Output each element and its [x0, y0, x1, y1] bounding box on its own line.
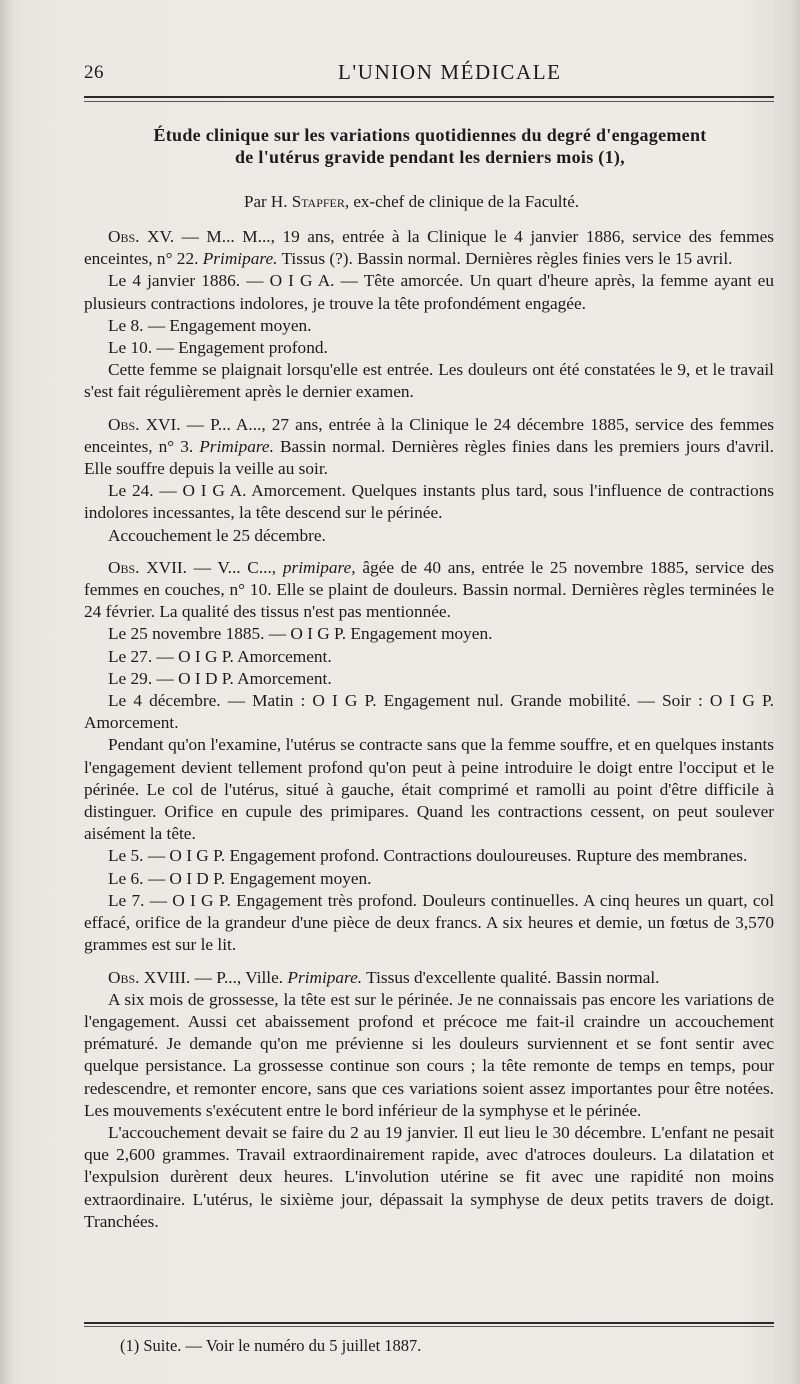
header-rule-thin [84, 101, 774, 102]
footnote-rule-thin [84, 1326, 774, 1327]
paragraph-text-rest: Tissus d'excellente qualité. Bassin normal. [362, 967, 660, 987]
running-title: L'UNION MÉDICALE [338, 60, 562, 84]
paragraph [84, 480, 774, 524]
header-rule [84, 96, 774, 98]
article-title-line-2: de l'utérus gravide pendant les derniers mois (1), [235, 147, 625, 167]
byline-author: Stapfer [291, 192, 345, 211]
article-title-line-1: Étude clinique sur les variations quotidiennes du degré d'engagement [153, 125, 707, 145]
paragraph [84, 646, 774, 668]
paragraph [84, 525, 774, 547]
paragraph-text-rest: âgée de 40 ans, entrée le 25 novembre 1885, service des femmes en couches, n° 10. Elle se plaint de douleurs. Bassin normal. Dernières règles terminées le 24 février. La qualité des tissus n'est pas mentionnée. [84, 557, 774, 622]
footnote: (1) Suite. — Voir le numéro du 5 juillet 1887. [120, 1336, 422, 1355]
paragraph-text: Le 29. — O I D P. Amorcement. [108, 668, 332, 688]
observation-label: Obs. XVI. [108, 414, 181, 434]
paragraph-text: Le 6. — O I D P. Engagement moyen. [108, 868, 372, 888]
italic-term: primipare, [282, 557, 356, 577]
article-body [84, 226, 774, 1233]
observation-label: Obs. XVIII. [108, 967, 191, 987]
footnote-rule [84, 1322, 774, 1324]
paragraph-text: Le 24. — O I G A. Amorcement. Quelques instants plus tard, sous l'influence de contractions indolores incessantes, la tête descend sur le périnée. [84, 481, 774, 523]
paragraph-text-rest: Tissus (?). Bassin normal. Dernières règles finies vers le 15 avril. [277, 249, 733, 269]
paragraph-text-rest: Bassin normal. Dernières règles finies dans les premiers jours d'avril. Elle souffre depuis la veille au soir. [84, 436, 774, 479]
observation-label: Obs. XV. [108, 227, 175, 246]
paragraph-text: A six mois de grossesse, la tête est sur le périnée. Je ne connaissais pas encore les variations de l'engagement. Aussi cet abaissement profond et précoce me fait-il craindre un accouchement prématuré. Je demande qu'on me prévienne si les douleurs surviennent et se font sentir avec quelque persistance. La grossesse continue son cours ; la tête remonte de temps en temps, pour redescendre, et remonter encore, sans que ces variations soient assez importantes pour être notées. Les mouvements s'exécutent entre le bord inférieur de la symphyse et le périnée. [84, 989, 774, 1120]
paragraph-text: Le 7. — O I G P. Engagement très profond. Douleurs continuelles. A cinq heures un quart, col effacé, orifice de la grandeur d'une pièce de deux francs. A six heures et demie, un fœtus de 3,570 grammes est sur le lit. [84, 890, 774, 955]
paragraph [84, 890, 774, 957]
paragraph-text: Pendant qu'on l'examine, l'utérus se contracte sans que la femme souffre, et en quelques instants l'engagement devient tellement profond qu'on peut à peine introduire le doigt entre l'occiput et le périnée. Le col de l'utérus, situé à gauche, était comprimé et ramolli au point d'être difficile à distinguer. Orifice en cupule des primipares. Quand les contractions cessent, on peut soulever aisément la tête. [84, 735, 774, 844]
paragraph [84, 315, 774, 337]
byline [244, 192, 579, 212]
paragraph-text: Le 5. — O I G P. Engagement profond. Contractions douloureuses. Rupture des membranes. [108, 846, 748, 866]
paragraph-text: — V... C..., [186, 557, 283, 577]
paragraph [84, 359, 774, 403]
paragraph-text: L'accouchement devait se faire du 2 au 19 janvier. Il eut lieu le 30 décembre. L'enfant ne pesait que 2,600 grammes. Travail extraordinairement rapide, avec d'atroces douleurs. La dilatation et l'expulsion durèrent deux heures. L'involution utérine se fit avec une rapidité non moins extraordinaire. L'utérus, le sixième jour, dépassait la symphyse de deux petits travers de doigt. Tranchées. [84, 1122, 774, 1231]
observation-paragraph [84, 414, 774, 481]
paragraph [84, 734, 774, 845]
observation-paragraph [84, 226, 774, 270]
paragraph [84, 1122, 774, 1233]
paragraph-text: — M... M..., 19 ans, entrée à la Clinique le 4 janvier 1886, service des femmes enceintes, n° 22. [84, 227, 774, 269]
paragraph-text: — P... A..., 27 ans, entrée à la Clinique le 24 décembre 1885, service des femmes enceintes, n° 3. [84, 414, 774, 456]
paragraph-text: Le 27. — O I G P. Amorcement. [108, 646, 332, 666]
italic-term: Primipare. [202, 249, 278, 269]
observation-paragraph [84, 557, 774, 624]
paragraph-text: — P..., Ville. [190, 967, 288, 987]
paragraph-text: Le 8. — Engagement moyen. [108, 315, 312, 335]
paragraph [84, 337, 774, 359]
observation-paragraph [84, 967, 774, 989]
italic-term: Primipare. [199, 436, 274, 456]
paragraph-text: Le 4 janvier 1886. — O I G A. — Tête amorcée. Un quart d'heure après, la femme ayant eu plusieurs contractions indolores, je trouve la tête profondément engagée. [84, 271, 774, 313]
paragraph [84, 989, 774, 1122]
paragraph-text: Accouchement le 25 décembre. [108, 525, 326, 545]
byline-suffix: , ex-chef de clinique de la Faculté. [344, 192, 579, 211]
page-number: 26 [84, 62, 104, 83]
paragraph [84, 845, 774, 867]
page-header [84, 56, 770, 86]
paragraph-text: Cette femme se plaignait lorsqu'elle est entrée. Les douleurs ont été constatées le 9, et le travail s'est fait régulièrement après le dernier examen. [84, 360, 774, 402]
byline-prefix: Par H. [244, 192, 292, 211]
paragraph [84, 270, 774, 314]
paragraph-text: Le 25 novembre 1885. — O I G P. Engagement moyen. [108, 624, 493, 644]
article-title [100, 124, 760, 168]
paragraph-text: Le 4 décembre. — Matin : O I G P. Engagement nul. Grande mobilité. — Soir : O I G P. Amorcement. [84, 691, 774, 733]
paragraph [84, 623, 774, 645]
paragraph [84, 868, 774, 890]
italic-term: Primipare. [287, 967, 363, 987]
paragraph-text: Le 10. — Engagement profond. [108, 338, 328, 358]
observation-label: Obs. XVII. [108, 557, 187, 577]
paragraph [84, 668, 774, 690]
paragraph [84, 690, 774, 734]
